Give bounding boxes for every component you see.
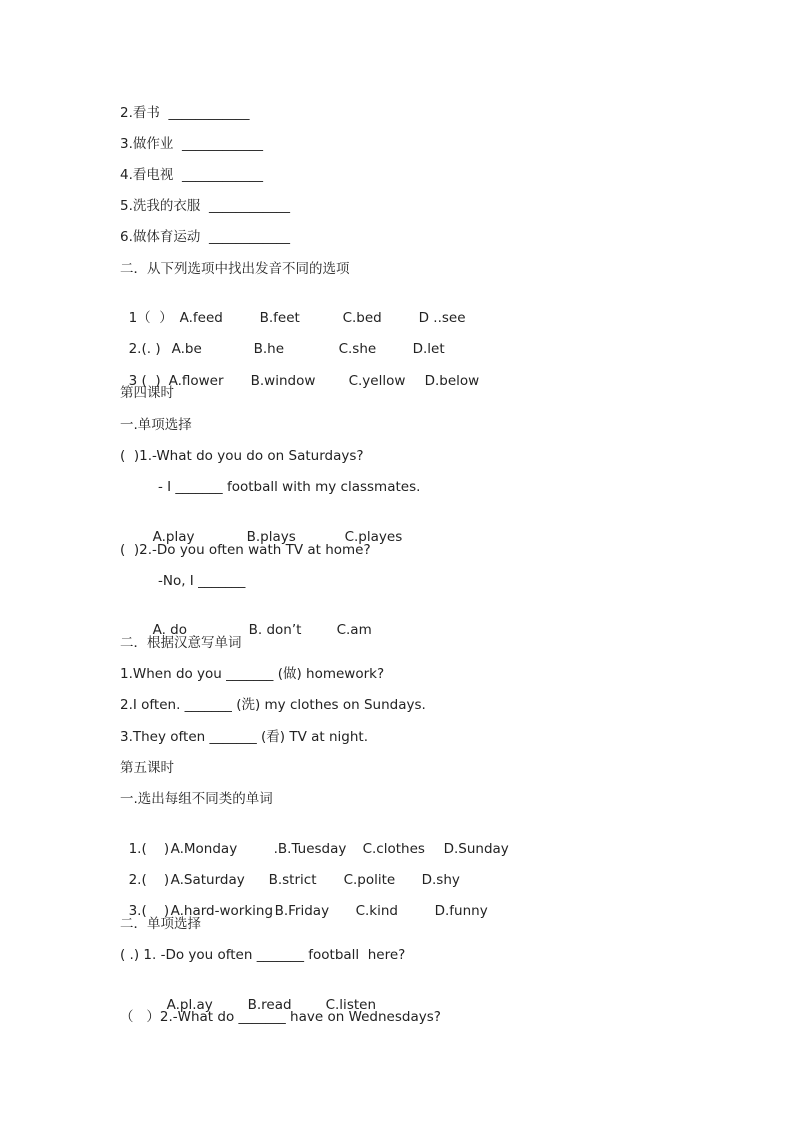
option-d: D ..see xyxy=(418,310,466,326)
option-d: D.shy xyxy=(421,872,460,888)
option-c: C.she xyxy=(338,341,377,357)
line-03: 4.看电视 ____________ xyxy=(120,167,263,183)
option-d: D.below xyxy=(424,373,480,389)
question-text: （ ）2.-What do _______ have on Wednesdays? xyxy=(120,1009,441,1025)
line-02: 3.做作业 ____________ xyxy=(120,136,263,152)
fill-in-line: 1.When do you _______ (做) homework? xyxy=(120,666,385,682)
answer-line: - I _______ football with my classmates. xyxy=(158,479,421,495)
option-c: C.yellow xyxy=(348,373,406,389)
option-b: B.window xyxy=(250,373,316,389)
option-b: .B.Tuesday xyxy=(273,841,347,857)
option-a: A.play xyxy=(152,529,195,545)
option-c: C.kind xyxy=(355,903,399,919)
option-b: B.plays xyxy=(246,529,296,545)
line-04: 5.洗我的衣服 ____________ xyxy=(120,198,290,214)
question-text: ( )1.-What do you do on Saturdays? xyxy=(120,448,364,464)
question-number: 2.(. ) xyxy=(128,341,161,357)
section-heading: 二．从下列选项中找出发音不同的选项 xyxy=(120,261,350,277)
option-a: A. do xyxy=(152,622,188,638)
option-b: B. don’t xyxy=(248,622,302,638)
option-d: D.let xyxy=(412,341,445,357)
question-text: ( )2.-Do you often wath TV at home? xyxy=(120,542,371,558)
lesson-heading: 第四课时 xyxy=(120,385,174,401)
question-number: 3.( ) xyxy=(128,903,170,919)
option-a: A.Monday xyxy=(170,841,238,857)
option-c: C.clothes xyxy=(362,841,425,857)
section-heading: 一.单项选择 xyxy=(120,417,192,433)
question-row xyxy=(120,322,445,358)
option-a: A.feed xyxy=(179,310,223,326)
option-c: C.playes xyxy=(344,529,403,545)
option-a: A.be xyxy=(171,341,202,357)
question-number: 1.( ) xyxy=(128,841,170,857)
answer-line: -No, I _______ xyxy=(158,573,246,589)
option-a: A.pl.ay xyxy=(166,997,213,1013)
lesson-heading: 第五课时 xyxy=(120,760,174,776)
option-c: C.listen xyxy=(325,997,377,1013)
option-c: C.polite xyxy=(343,872,396,888)
option-d: D.funny xyxy=(434,903,488,919)
line-05: 6.做体育运动 ____________ xyxy=(120,229,290,245)
option-b: B.he xyxy=(253,341,285,357)
section-heading: 一.选出每组不同类的单词 xyxy=(120,791,273,807)
option-a: A.hard-working xyxy=(170,903,274,919)
question-number: 3 ( ) xyxy=(128,373,161,389)
option-c: C.bed xyxy=(342,310,382,326)
option-a: A.flower xyxy=(168,373,224,389)
option-b: B.feet xyxy=(259,310,300,326)
fill-in-line: 3.They often _______ (看) TV at night. xyxy=(120,729,369,745)
question-text: ( .) 1. -Do you often _______ football here? xyxy=(120,947,406,963)
line-01: 2.看书 ____________ xyxy=(120,105,250,121)
option-b: B.read xyxy=(247,997,292,1013)
option-d: D.Sunday xyxy=(443,841,509,857)
section-heading: 二．根据汉意写单词 xyxy=(120,635,242,651)
question-number: 1（ ） xyxy=(128,310,173,326)
option-c: C.am xyxy=(336,622,372,638)
question-number: 2.( ) xyxy=(128,872,170,888)
option-a: A.Saturday xyxy=(170,872,245,888)
option-b: B.strict xyxy=(268,872,317,888)
fill-in-line: 2.I often. _______ (洗) my clothes on Sundays. xyxy=(120,697,426,713)
option-b: B.Friday xyxy=(274,903,330,919)
section-heading: 二．单项选择 xyxy=(120,916,201,932)
